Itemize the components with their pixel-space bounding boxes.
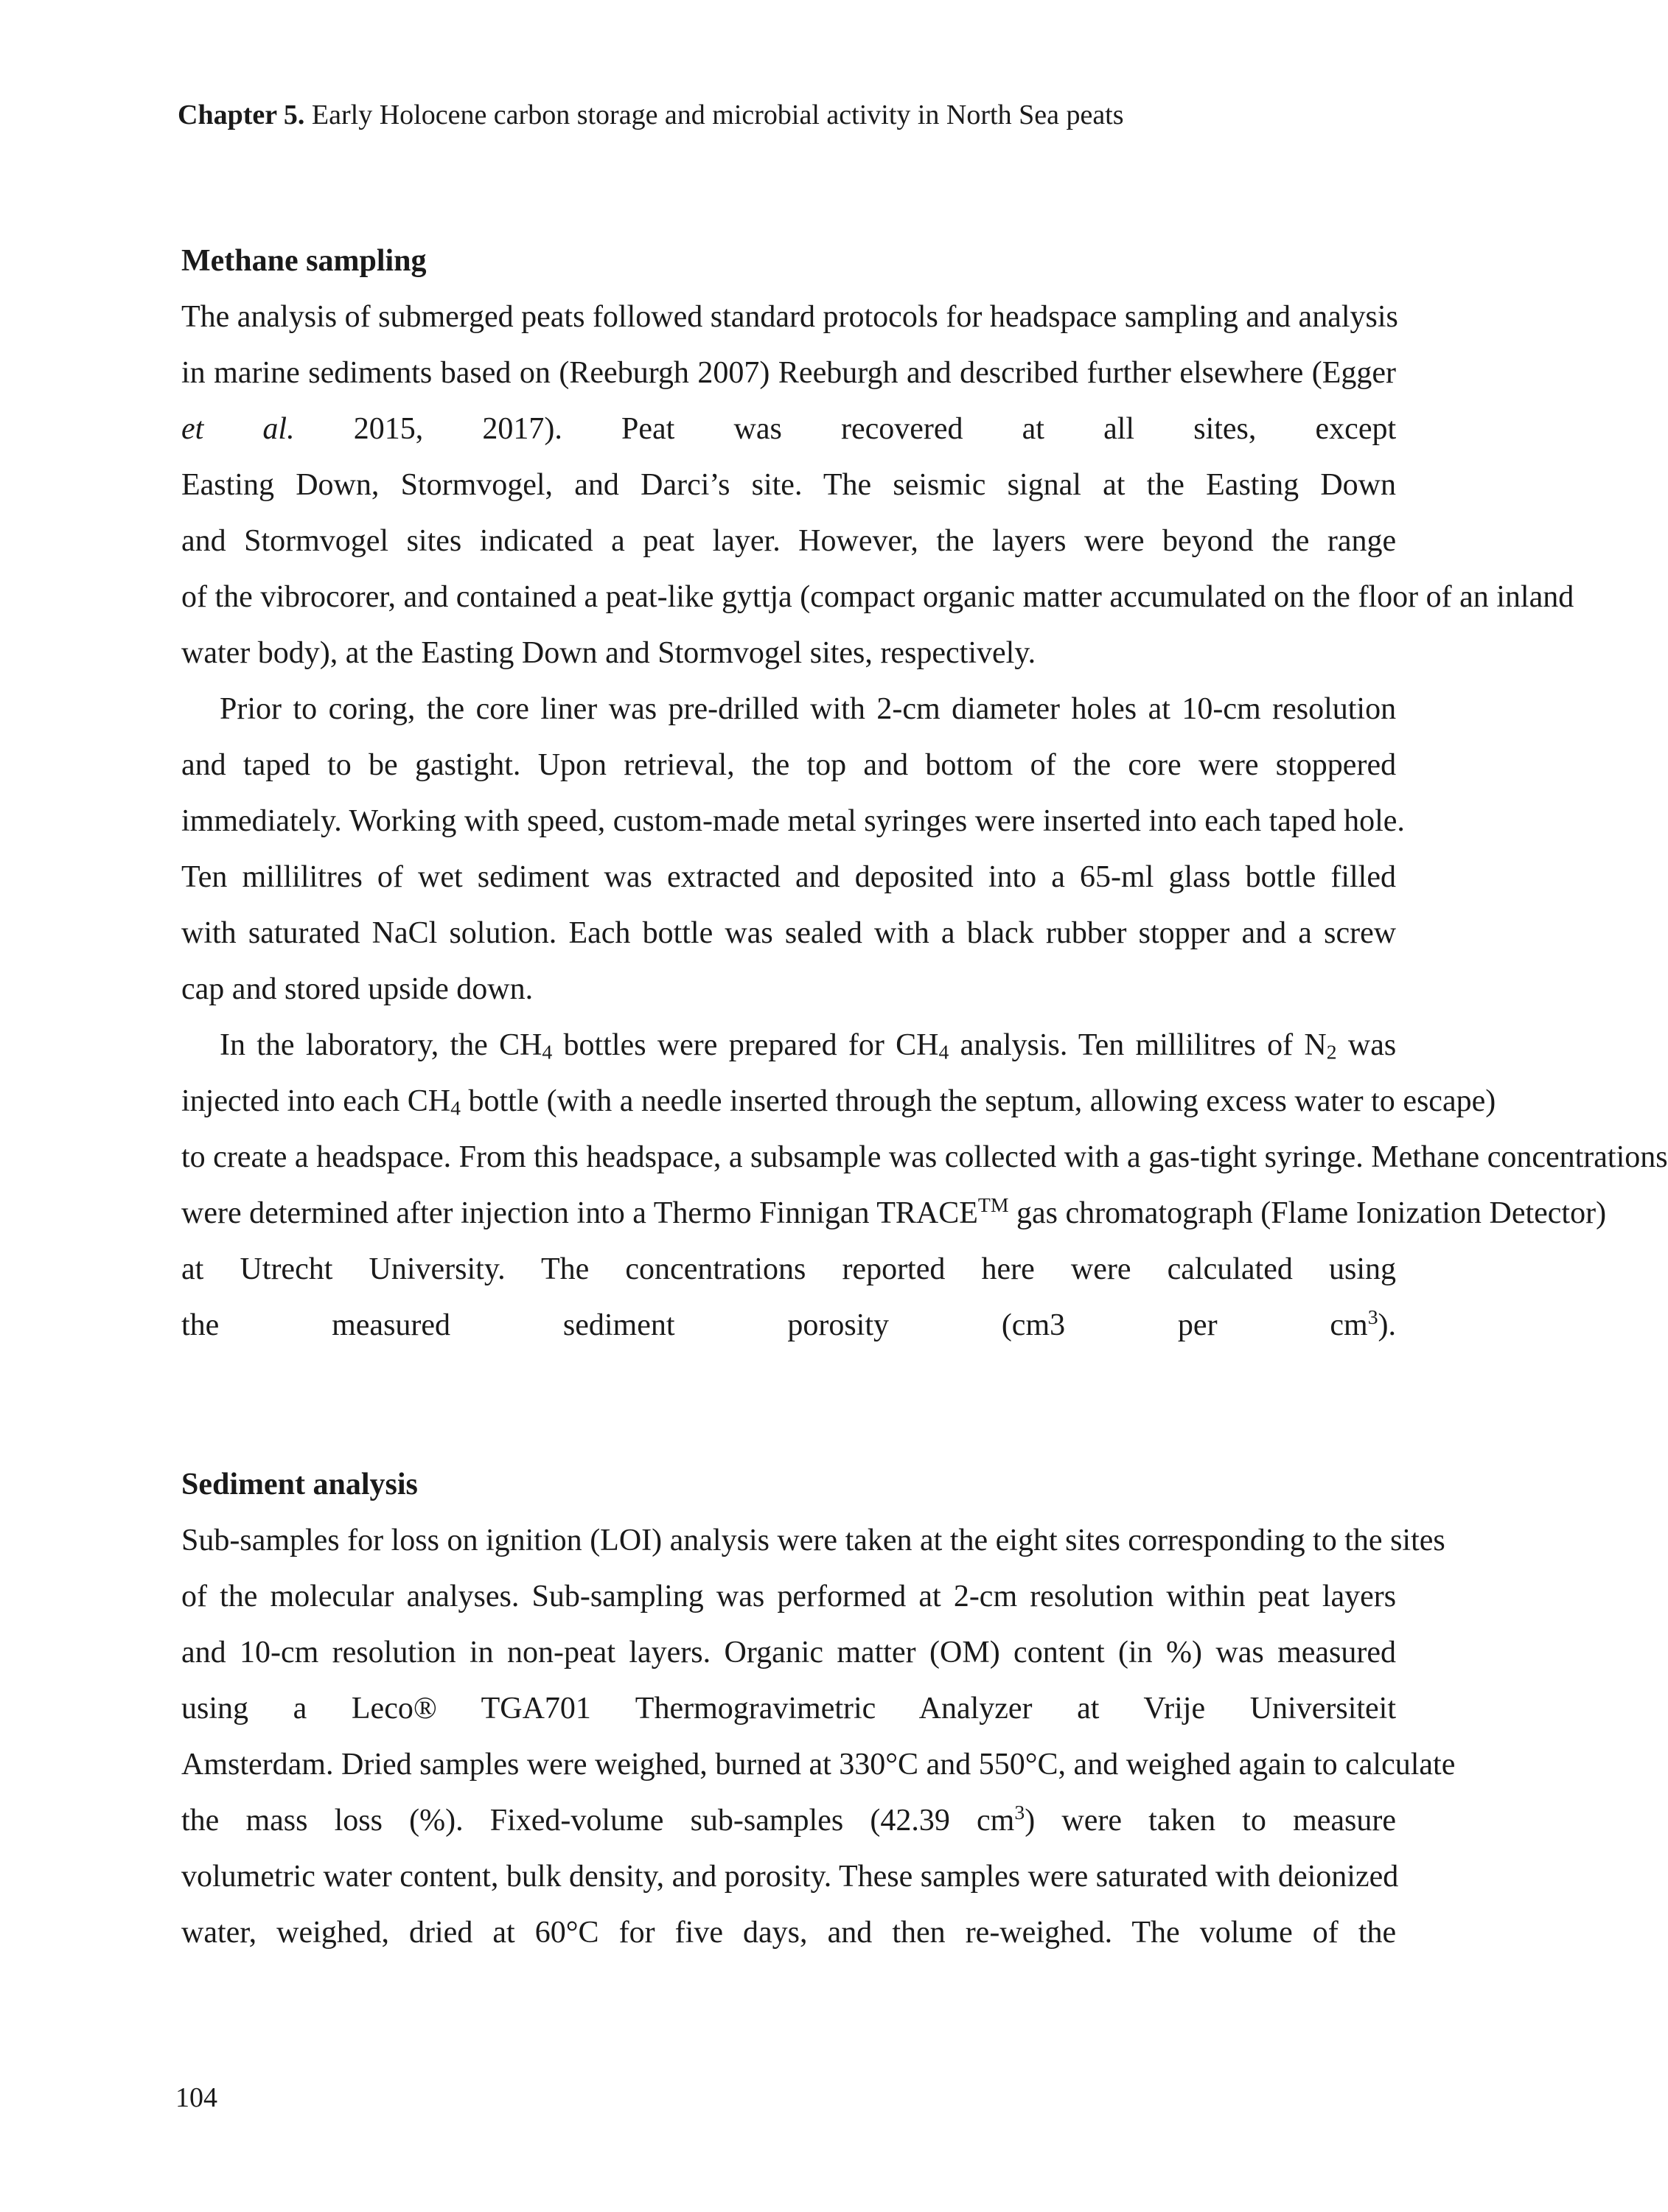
text-line: injected into each $CH_4$ bottle (with a needle inserted through the septum, allowing excess water to escape) (181, 1084, 1496, 1120)
text-line: of the molecular analyses. Sub-sampling was performed at 2-cm resolution within peat layers (181, 1580, 1397, 1613)
text-line: Sub-samples for loss on ignition (LOI) analysis were taken at the eight sites corresponding to the sites (181, 1524, 1445, 1557)
text-line: and 10-cm resolution in non-peat layers. Organic matter (OM) content (in %) was measured (181, 1636, 1397, 1670)
text-line: using a Leco® TGA701 Thermogravimetric Analyzer at Vrije Universiteit (181, 1692, 1397, 1726)
text-line: were determined after injection into a Thermo Finnigan TRACE™ gas chromatograph (Flame Ionization Detector) (181, 1193, 1607, 1230)
text-line: in marine sediments based on (Reeburgh 2007) Reeburgh and described further elsewhere (Egger (181, 356, 1397, 390)
section-heading-methane-sampling: Methane sampling (181, 244, 427, 278)
text-line: water, weighed, dried at 60°C for five days, and then re-weighed. The volume of the (181, 1916, 1397, 1950)
text-line: and taped to be gastight. Upon retrieval, the top and bottom of the core were stoppered (181, 748, 1397, 782)
running-header (178, 97, 1124, 133)
text-line: Amsterdam. Dried samples were weighed, burned at 330°C and 550°C, and weighed again to calculate (181, 1748, 1456, 1782)
text-line: of the vibrocorer, and contained a peat-like gyttja (compact organic matter accumulated on the floor of an inland (181, 580, 1574, 614)
text-line: the measured sediment porosity (cm3 per $cm^3$). (181, 1305, 1397, 1342)
text-line: the mass loss (%). Fixed-volume sub-samples (42.39 $cm^3$) were taken to measure (181, 1800, 1396, 1838)
text-line: to create a headspace. From this headspace, a subsample was collected with a gas-tight syringe. Methane concentrations (181, 1140, 1668, 1174)
text-line: water body), at the Easting Down and Stormvogel sites, respectively. (181, 636, 1036, 670)
page-number: 104 (175, 2082, 217, 2113)
text-line: Ten millilitres of wet sediment was extracted and deposited into a 65-ml glass bottle filled (181, 860, 1396, 894)
text-line: cap and stored upside down. (181, 972, 534, 1006)
section-heading-sediment-analysis: Sediment analysis (181, 1468, 418, 1501)
chapter-title: Early Holocene carbon storage and microbial activity in North Sea peats (311, 100, 1124, 130)
text-line: Prior to coring, the core liner was pre-drilled with 2-cm diameter holes at 10-cm resolution (220, 692, 1397, 726)
text-line: at Utrecht University. The concentrations reported here were calculated using (181, 1252, 1396, 1286)
text-line: et al. 2015, 2017). Peat was recovered at all sites, except (181, 412, 1397, 446)
text-line: volumetric water content, bulk density, and porosity. These samples were saturated with deionized (181, 1860, 1399, 1894)
text-line: with saturated NaCl solution. Each bottle was sealed with a black rubber stopper and a screw (181, 916, 1397, 950)
text-line: The analysis of submerged peats followed standard protocols for headspace sampling and analysis (181, 300, 1398, 334)
text-line: Easting Down, Stormvogel, and Darci’s site. The seismic signal at the Easting Down (181, 468, 1397, 502)
text-line: immediately. Working with speed, custom-made metal syringes were inserted into each taped hole. (181, 804, 1405, 838)
text-line: In the laboratory, the $CH_4$ bottles were prepared for $CH_4$ analysis. Ten millilitres of $N_2$ was (220, 1028, 1397, 1064)
chapter-label: Chapter 5. (178, 100, 305, 130)
text-line: and Stormvogel sites indicated a peat layer. However, the layers were beyond the range (181, 524, 1397, 558)
